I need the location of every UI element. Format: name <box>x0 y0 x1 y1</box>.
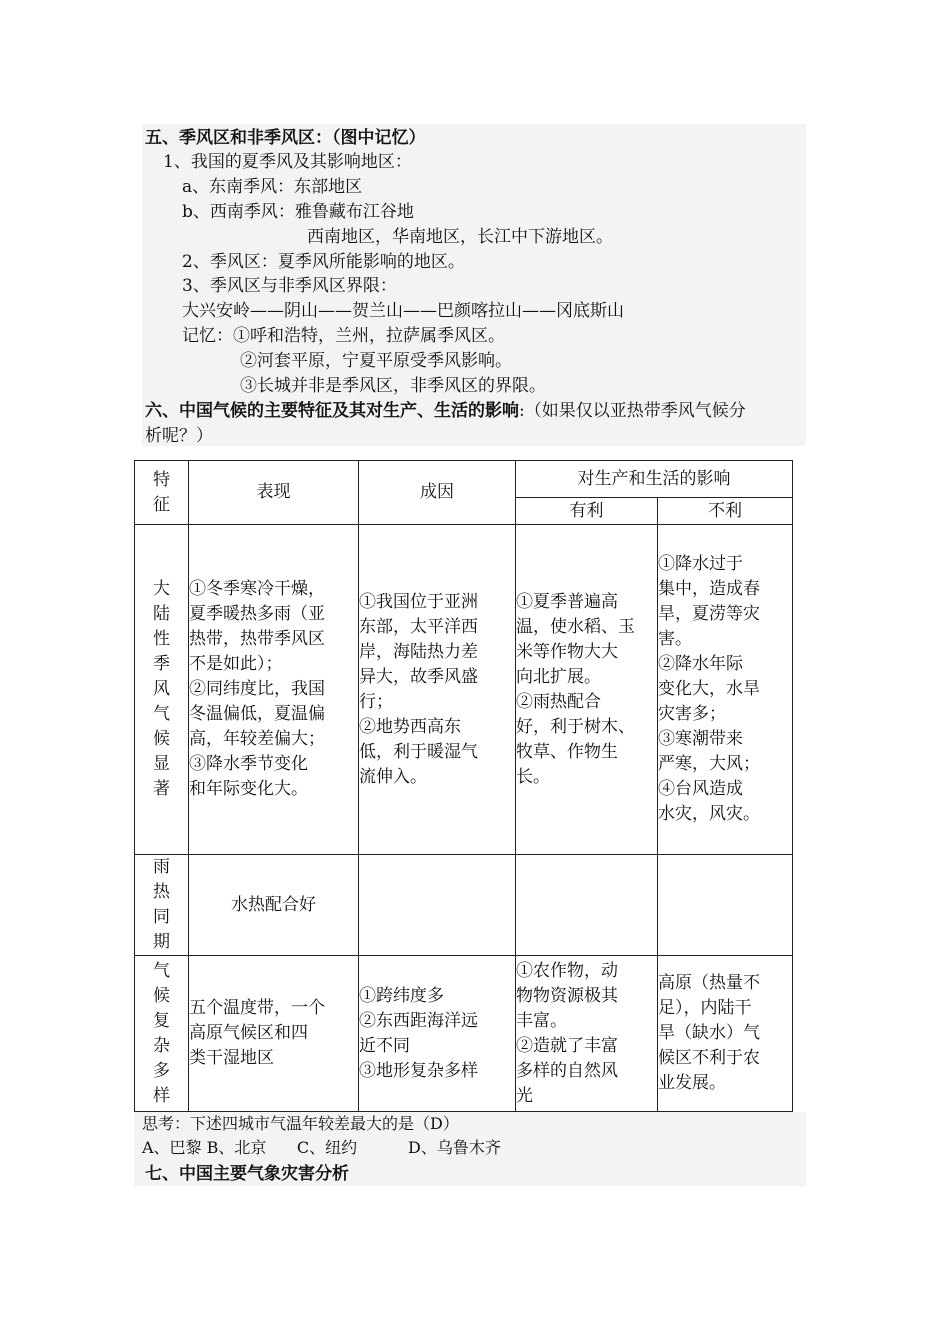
cell-line: 米等作物大大 <box>516 641 618 662</box>
cell-line: 岸，海陆热力差 <box>359 641 478 662</box>
cell-line: 长。 <box>516 766 550 787</box>
cell-line: 多样的自然风 <box>516 1060 618 1081</box>
cell-line: 陆 <box>153 604 170 624</box>
cell-line: 样 <box>153 1085 170 1106</box>
cell-line: ③地形复杂多样 <box>359 1060 478 1081</box>
section5-line-9: ②河套平原，宁夏平原受季风影响。 <box>240 351 512 371</box>
cell-line: 好，利于树木、 <box>516 716 635 737</box>
unfavorable-cell <box>658 855 793 956</box>
favorable-cell <box>516 956 658 1112</box>
cell-line: 严寒，大风； <box>658 754 760 774</box>
cell-line: 近不同 <box>359 1035 410 1056</box>
cell-line: 不是如此）； <box>189 654 283 674</box>
section6-heading <box>145 399 746 423</box>
section7-title: 七、中国主要气象灾害分析 <box>145 1164 349 1184</box>
climate-features-table <box>134 460 793 1112</box>
cell-line: 期 <box>153 932 170 952</box>
cell-line: 大 <box>153 579 170 599</box>
cell-line: ④台风造成 <box>658 779 743 799</box>
cell-line: 足），内陆干 <box>658 998 752 1018</box>
feature-cell <box>135 525 189 855</box>
feature-cell <box>135 956 189 1112</box>
cell-line: ①降水过于 <box>658 554 743 574</box>
cell-line: 业发展。 <box>658 1073 726 1093</box>
performance-cell <box>189 525 359 855</box>
section5-line-5: 2、季风区：夏季风所能影响的地区。 <box>182 252 465 272</box>
cell-line: ②降水年际 <box>658 654 743 674</box>
cell-line: 低，利于暖湿气 <box>359 741 478 762</box>
section5-line-8: 记忆：①呼和浩特，兰州，拉萨属季风区。 <box>182 326 505 346</box>
table-row <box>135 525 793 855</box>
cell-line: 热带，热带季风区 <box>189 629 325 649</box>
cell-line: 性 <box>153 629 170 649</box>
cell-line: 变化大，水旱 <box>658 679 760 699</box>
cell-line: ③寒潮带来 <box>658 729 743 749</box>
cell-line: 行； <box>359 691 393 712</box>
cell-line: 著 <box>153 779 170 799</box>
favorable-cell <box>516 855 658 956</box>
cell-line: 气 <box>153 704 170 724</box>
cell-line: ②同纬度比，我国 <box>189 679 325 699</box>
cell-line: ③降水季节变化 <box>189 754 308 774</box>
cell-line: 五个温度带，一个 <box>189 998 325 1018</box>
header-favorable: 有利 <box>516 498 658 525</box>
table-row <box>135 855 793 956</box>
section6-title: 六、中国气候的主要特征及其对生产、生活的影响 <box>145 401 519 421</box>
section5-line-3: b、西南季风：雅鲁藏布江谷地 <box>182 202 414 222</box>
cell-line: 水热配合好 <box>231 894 316 915</box>
cell-line: 显 <box>153 754 170 774</box>
performance-cell <box>189 855 359 956</box>
cell-line: ①冬季寒冷干燥， <box>189 579 325 599</box>
favorable-cell <box>516 525 658 855</box>
cell-line: ①我国位于亚洲 <box>359 591 478 612</box>
cell-line: ②东西距海洋远 <box>359 1010 478 1031</box>
cell-line: 灾害多； <box>658 704 726 724</box>
cell-line: 候 <box>153 729 170 749</box>
header-performance: 表现 <box>189 461 359 525</box>
cell-line: ①夏季普遍高 <box>516 591 618 612</box>
cause-cell <box>359 855 516 956</box>
cell-line: 流伸入。 <box>359 766 427 787</box>
unfavorable-cell <box>658 525 793 855</box>
cell-line: 候 <box>153 985 170 1006</box>
cell-line: 高，年较差偏大； <box>189 729 325 749</box>
cell-line: 旱（缺水）气 <box>658 1023 760 1043</box>
cell-line: 复 <box>153 1010 170 1031</box>
cell-line: 类干湿地区 <box>189 1048 274 1068</box>
section5-line-2: a、东南季风：东部地区 <box>182 177 363 197</box>
cell-line: 温，使水稻、玉 <box>516 616 635 637</box>
cell-line: 候区不利于农 <box>658 1048 760 1068</box>
cell-line: 气 <box>153 960 170 981</box>
header-feature: 特 征 <box>135 461 189 525</box>
cell-line: 风 <box>153 679 170 699</box>
cell-line: 季 <box>153 654 170 674</box>
section5-line-6: 3、季风区与非季风区界限： <box>182 276 397 296</box>
section6-note-continued: 析呢？） <box>145 426 213 446</box>
performance-cell <box>189 956 359 1112</box>
cell-line: 高原（热量不 <box>658 973 760 993</box>
table-row <box>135 956 793 1112</box>
cell-line: 冬温偏低，夏温偏 <box>189 704 325 724</box>
cell-line: 牧草、作物生 <box>516 741 618 762</box>
cause-cell <box>359 525 516 855</box>
cell-line: 光 <box>516 1085 533 1106</box>
header-unfavorable: 不利 <box>658 498 793 525</box>
cell-line: ②造就了丰富 <box>516 1035 618 1056</box>
cell-line: 高原气候区和四 <box>189 1023 308 1043</box>
cell-line: 害。 <box>658 629 692 649</box>
section5-line-1: 1、我国的夏季风及其影响地区： <box>163 152 412 172</box>
cell-line: 多 <box>153 1060 170 1081</box>
cell-line: 东部，太平洋西 <box>359 616 478 637</box>
cell-line: ①农作物，动 <box>516 960 618 981</box>
think-options: A、巴黎 B、北京 C、纽约 D、乌鲁木齐 <box>142 1138 501 1157</box>
header-cause: 成因 <box>359 461 516 525</box>
cell-line: ②雨热配合 <box>516 691 601 712</box>
cell-line: 雨 <box>153 857 170 877</box>
cell-line: 水灾，风灾。 <box>658 804 760 824</box>
cell-line: 集中，造成春 <box>658 579 760 599</box>
cell-line: 热 <box>153 882 170 902</box>
cell-line: 向北扩展。 <box>516 666 601 687</box>
cell-line: 夏季暖热多雨（亚 <box>189 604 325 624</box>
unfavorable-cell <box>658 956 793 1112</box>
cell-line: 和年际变化大。 <box>189 779 308 799</box>
cause-cell <box>359 956 516 1112</box>
cell-line: 异大，故季风盛 <box>359 666 478 687</box>
cell-line: ②地势西高东 <box>359 716 461 737</box>
section5-line-10: ③长城并非是季风区，非季风区的界限。 <box>240 376 546 396</box>
header-impact: 对生产和生活的影响 <box>516 461 793 498</box>
feature-cell <box>135 855 189 956</box>
section6-note: :（如果仅以亚热带季风气候分 <box>519 401 746 421</box>
think-question: 思考：下述四城市气温年较差最大的是（D） <box>142 1114 459 1133</box>
cell-line: ①跨纬度多 <box>359 985 444 1006</box>
cell-line: 旱，夏涝等灾 <box>658 604 760 624</box>
cell-line: 同 <box>153 907 170 927</box>
cell-line: 杂 <box>153 1035 170 1056</box>
section5-line-7: 大兴安岭——阴山——贺兰山——巴颜喀拉山——冈底斯山 <box>182 301 624 321</box>
cell-line: 丰富。 <box>516 1010 567 1031</box>
section5-line-4: 西南地区，华南地区，长江中下游地区。 <box>307 227 613 247</box>
cell-line: 物物资源极其 <box>516 985 618 1006</box>
section5-title: 五、季风区和非季风区：（图中记忆） <box>145 128 426 148</box>
